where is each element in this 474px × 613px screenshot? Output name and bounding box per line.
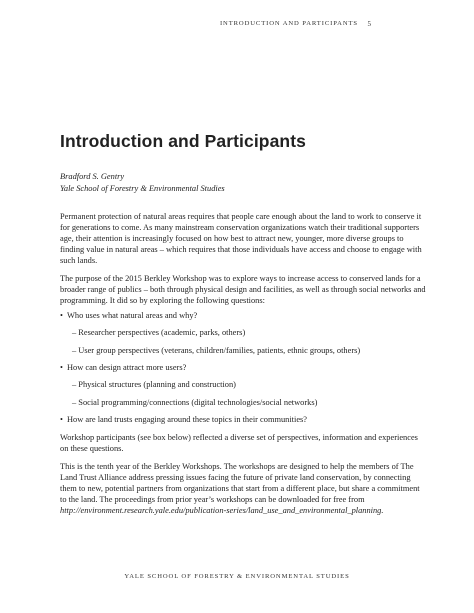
sub-question: – Physical structures (planning and construction) [72,380,236,389]
paragraph-participants: Workshop participants (see box below) reflected a diverse set of perspectives, information and experiences on these questions. [60,433,418,454]
running-head [0,20,474,32]
sub-question: – Social programming/connections (digital technologies/social networks) [72,398,318,407]
sub-question: – User group perspectives (veterans, children/families, patients, ethnic groups, others) [72,346,361,355]
paragraph-intro: Permanent protection of natural areas requires that people care enough about the land to work to conserve it for generations to come. As many mainstream conservation organizations watch their traditional supporters age, their attention is increasingly focused on how best to attract new, younger, more diverse groups to finding value in natural areas – which requires that those individuals have access and choose to engage with such lands. [60,212,422,266]
author-affiliation: Yale School of Forestry & Environmental Studies [60,183,225,193]
sub-question: – Researcher perspectives (academic, parks, others) [72,328,246,337]
paragraph-workshops [60,461,428,516]
paragraph-purpose: The purpose of the 2015 Berkley Workshop was to explore ways to increase access to conserved lands for a broader range of publics – both through physical design and facilities, as well as through social networks and programming. It did so by exploring the following questions: [60,274,426,306]
question-text: How are land trusts engaging around these topics in their communities? [67,415,308,424]
question-text: How can design attract more users? [67,363,187,372]
paragraph-workshops-text: This is the tenth year of the Berkley Workshops. The workshops are designed to help the members of The Land Trust Alliance address pressing issues facing the future of private land conservation, by connecting them to new, potential partners from organizations that start from a different place, but share a commitment to the land. The proceedings from prior year’s workshops can be downloaded for free from [60,462,420,505]
question-text: Who uses what natural areas and why? [67,311,198,320]
page-footer: YALE SCHOOL OF FORESTRY & ENVIRONMENTAL STUDIES [124,573,350,580]
author-name: Bradford S. Gentry [60,172,125,181]
byline [60,171,225,194]
running-head-title: INTRODUCTION AND PARTICIPANTS [219,20,358,27]
bullet-dot: • [60,363,63,372]
bullet-dot: • [60,311,63,320]
chapter-title: Introduction and Participants [60,131,306,151]
page-number: 5 [367,20,371,28]
bullet-dot: • [60,415,63,424]
proceedings-link[interactable]: http://environment.research.yale.edu/publication-series/land_use_and_environmental_planning. [60,506,384,516]
